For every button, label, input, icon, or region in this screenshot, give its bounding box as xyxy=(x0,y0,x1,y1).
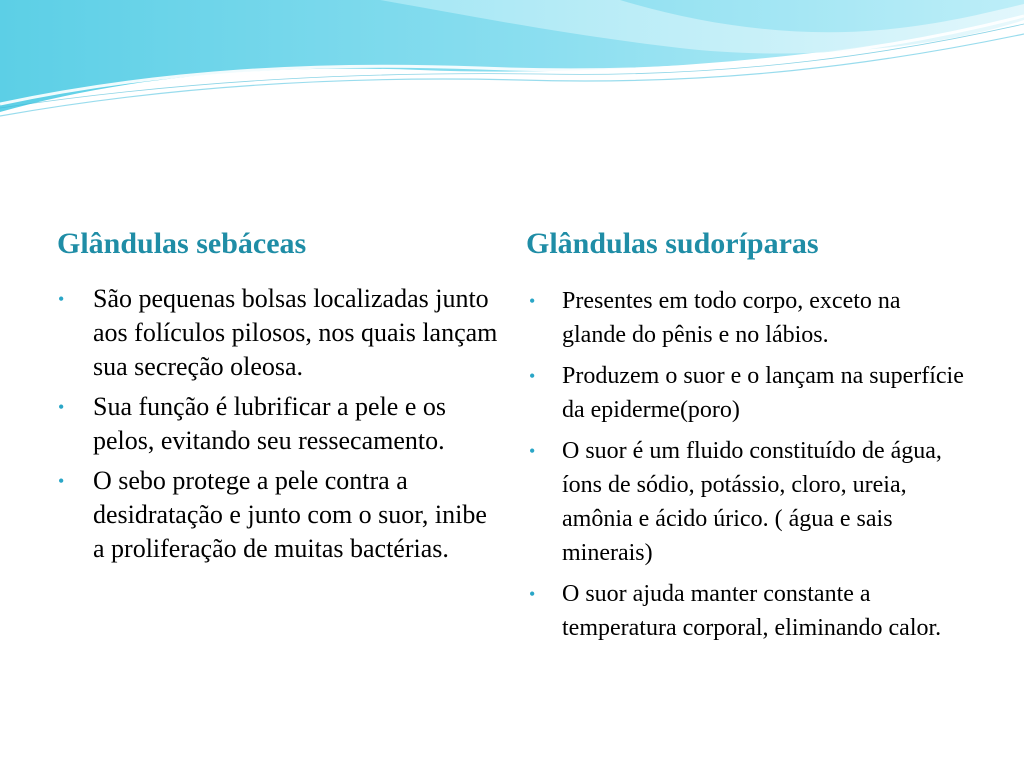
bullet-dot-icon: • xyxy=(529,584,536,604)
bullet-text: O sebo protege a pele contra a desidratação e junto com o suor, inibe a proliferação de muitas bactérias. xyxy=(93,466,487,563)
bullet-text: O suor ajuda manter constante a temperatura corporal, eliminando calor. xyxy=(562,581,942,641)
sweat-bullet-list xyxy=(528,284,968,652)
bullet-text: O suor é um fluido constituído de água, íons de sódio, potássio, cloro, ureia, amônia e ácido úrico. ( água e sais minerais) xyxy=(562,438,942,566)
bullet-item xyxy=(528,434,968,570)
bullet-dot-icon: • xyxy=(529,441,536,461)
bullet-item xyxy=(57,282,502,384)
sebaceous-bullet-list xyxy=(57,282,502,572)
bullet-item xyxy=(528,359,968,427)
bullet-text: Sua função é lubrificar a pele e os pelos, evitando seu ressecamento. xyxy=(93,392,447,455)
bullet-item xyxy=(528,284,968,352)
bullet-item xyxy=(528,577,968,645)
bullet-dot-icon: • xyxy=(58,471,65,491)
bullet-dot-icon: • xyxy=(529,366,536,386)
heading-sebaceous-glands: Glândulas sebáceas xyxy=(57,227,307,260)
decorative-wave-banner xyxy=(0,0,1024,130)
bullet-dot-icon: • xyxy=(58,397,65,417)
bullet-dot-icon: • xyxy=(58,289,65,309)
bullet-item xyxy=(57,464,502,566)
bullet-text: São pequenas bolsas localizadas junto aos folículos pilosos, nos quais lançam sua secreção oleosa. xyxy=(93,284,498,381)
bullet-text: Produzem o suor e o lançam na superfície da epiderme(poro) xyxy=(562,363,964,423)
bullet-item xyxy=(57,390,502,458)
bullet-text: Presentes em todo corpo, exceto na glande do pênis e no lábios. xyxy=(562,288,901,348)
heading-sweat-glands: Glândulas sudoríparas xyxy=(526,227,819,260)
bullet-dot-icon: • xyxy=(529,291,536,311)
